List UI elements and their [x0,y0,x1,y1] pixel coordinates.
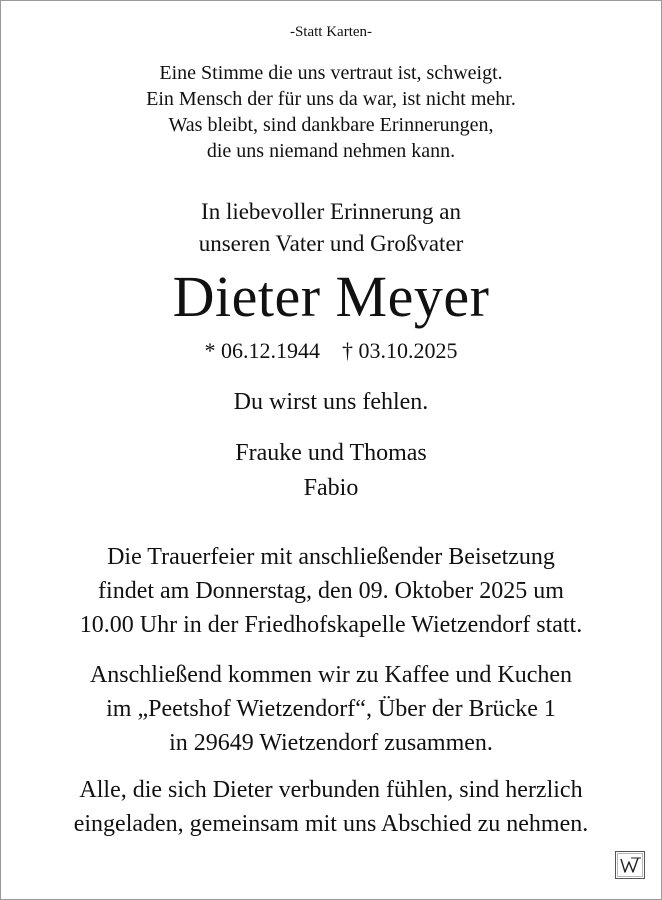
intro-line: unseren Vater und Großvater [198,231,464,256]
poem-line: Ein Mensch der für uns da war, ist nicht mehr. [146,88,516,110]
poem-line: die uns niemand nehmen kann. [206,140,456,162]
intro-line: In liebevoller Erinnerung an [201,199,461,224]
invitation-paragraph [0,773,662,841]
birth-date: * 06.12.1944 [204,338,320,363]
invitation-line: eingeladen, gemeinsam mit uns Abschied zu nehmen. [73,811,589,837]
reception-line: im „Peetshof Wietzendorf“, Über der Brücke 1 [106,696,556,722]
header-note: -Statt Karten- [289,24,373,40]
poem-line: Was bleibt, sind dankbare Erinnerungen, [168,114,494,136]
ceremony-line: findet am Donnerstag, den 09. Oktober 2025 um [98,578,564,604]
intro [0,196,662,260]
death-date: † 03.10.2025 [342,338,458,363]
life-dates [0,338,662,364]
ceremony-line: Die Trauerfeier mit anschließender Beisetzung [107,544,555,570]
family-names [0,436,662,506]
family-line: Fabio [303,475,359,501]
poem-line: Eine Stimme die uns vertraut ist, schweigt. [159,62,503,84]
ceremony-paragraph [0,540,662,642]
farewell-line: Du wirst uns fehlen. [233,389,429,415]
invitation-line: Alle, die sich Dieter verbunden fühlen, sind herzlich [79,777,583,803]
reception-paragraph [0,658,662,760]
deceased-name: Dieter Meyer [172,264,490,329]
family-line: Frauke und Thomas [235,440,427,466]
reception-line: in 29649 Wietzendorf zusammen. [169,730,493,756]
poem [0,60,662,164]
ceremony-line: 10.00 Uhr in der Friedhofskapelle Wietzendorf statt. [79,612,583,638]
publisher-monogram-icon [615,851,645,879]
reception-line: Anschließend kommen wir zu Kaffee und Kuchen [89,662,573,688]
